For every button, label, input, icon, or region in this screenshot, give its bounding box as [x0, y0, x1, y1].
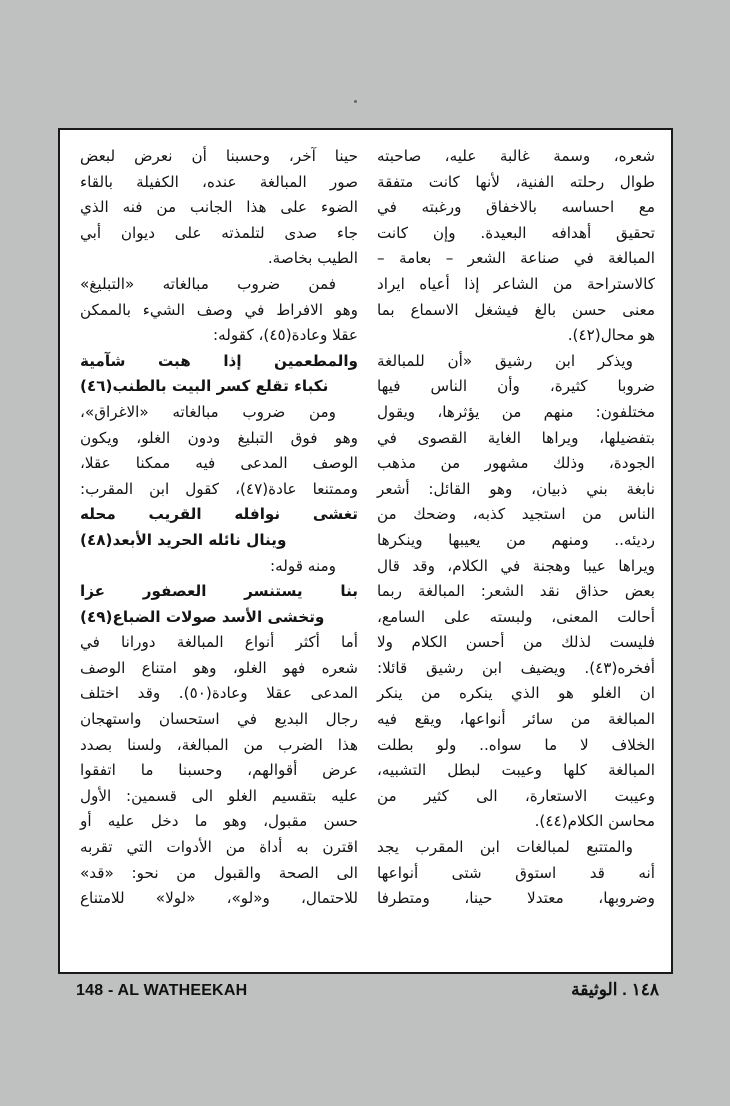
text-line: وينال نائله الحريد الأبعد(٤٨) — [80, 530, 287, 549]
left-text-column — [80, 144, 358, 912]
text-line: معنى حسن بالغ فيشغل الاسماع بما — [377, 300, 655, 319]
text-line: الضوء على هذا الجانب من فنه الذي — [80, 198, 358, 217]
text-line: مع احساسه بالاخفاق ورغبته في — [377, 198, 655, 217]
text-line: الناس من استجيد كذبه، وضحك من — [377, 505, 655, 524]
text-line: نابغة بني ذبيان، وهو القائل: أشعر — [377, 479, 655, 498]
text-line: تغشى نوافله القريب محله — [80, 505, 358, 524]
text-line: بتفضيلها، ويراها الغاية القصوى في — [377, 428, 655, 447]
text-line: شعره، وسمة غالبة عليه، صاحبته — [377, 147, 655, 165]
text-line: بعض حذاق نقد الشعر: المبالغة ربما — [377, 582, 655, 601]
text-line: ان الغلو هو الذي ينكره من ينكر — [377, 684, 655, 703]
text-line: الطيب بخاصة. — [267, 249, 358, 268]
text-line: حسن مقبول، وهو ما دخل عليه أو — [80, 812, 358, 831]
text-line: كالاستراحة من الشاعر إذا أعياه ايراد — [377, 274, 655, 293]
text-line: اقترن به أداة من الأدوات التي تقربه — [80, 838, 358, 857]
text-line: عليه بتقسيم الغلو الى قسمين: الأول — [80, 786, 358, 805]
text-line: أفخره(٤٣). ويضيف ابن رشيق قائلا: — [377, 658, 655, 677]
text-line: أنه قد استوق شتى أنواعها — [377, 863, 655, 882]
text-line: وهو فوق التبليغ ودون الغلو، ويكون — [80, 428, 358, 447]
text-line: فليست لذلك من أحسن الكلام ولا — [377, 633, 655, 652]
text-line: بنا يستنسر العصفور عزا — [80, 582, 358, 601]
text-line: ويراها عيبا وهجنة في الكلام، وقد قال — [377, 556, 655, 575]
text-line: وضروبها، معتدلا حينا، ومتطرفا — [377, 889, 655, 908]
text-line: المبالغة في صناعة الشعر – بعامة – — [377, 249, 655, 268]
page-frame — [58, 128, 673, 974]
text-line: المبالغة كلها وعيبت لبطل التشبيه، — [377, 761, 655, 780]
text-line: ويذكر ابن رشيق «أن للمبالغة — [377, 351, 633, 370]
text-line: ومنه قوله: — [269, 556, 336, 575]
footer-english-page-label: 148 - AL WATHEEKAH — [76, 982, 248, 999]
text-line: مختلفون: منهم من يؤثرها، ويقول — [377, 402, 655, 421]
text-line: جاء صدى لتلمذته على ديوان أبي — [80, 223, 358, 242]
text-line: والمطعمين إذا هبت شآمية — [80, 351, 358, 370]
text-line: طوال رحلته الفنية، لأنها كانت متفقة — [377, 172, 655, 191]
text-line: الوصف المدعى فيه ممكنا عقلا، — [80, 454, 358, 473]
text-line: وتخشى الأسد صولات الضباع(٤٩) — [80, 607, 325, 626]
text-line: عرض أقوالهم، وحسبنا ما اتفقوا — [80, 761, 358, 780]
text-line: تحقيق أهدافه البعيدة. وإن كانت — [377, 223, 655, 242]
text-line: رديئه.. ومنهم من يعيبها وينكرها — [377, 530, 655, 549]
text-line: هو محال(٤٢). — [567, 326, 655, 345]
text-line: رجال البديع في استحسان واستهجان — [80, 710, 358, 729]
text-line: ومن ضروب مبالغاته «الاغراق»، — [80, 402, 336, 421]
text-line: فمن ضروب مبالغاته «التبليغ» — [80, 274, 336, 293]
text-line: الخلاف لا ما سواه.. ولو بطلت — [377, 735, 655, 754]
text-line: أما أكثر أنواع المبالغة دورانا في — [80, 633, 358, 652]
text-line: عقلا وعادة(٤٥)، كقوله: — [213, 326, 358, 345]
text-line: المبالغة من سائر أنواعها، ويقع فيه — [377, 710, 655, 729]
text-line: الى الصحة والقبول من نحو: «قد» — [80, 863, 358, 882]
text-line: نكباء تقلع كسر البيت بالطنب(٤٦) — [80, 377, 329, 396]
text-line: الجودة، وذلك مشهور من مذهب — [377, 454, 655, 473]
text-line: المدعى عقلا وعادة(٥٠). وقد اختلف — [80, 684, 359, 703]
text-line: وعيبت الاستعارة، الى كثير من — [377, 786, 655, 805]
right-text-column — [377, 144, 655, 912]
text-line: ضروبا كثيرة، وأن الناس فيها — [377, 377, 655, 396]
text-line: أحالت المعنى، ولبسته على السامع، — [377, 607, 655, 626]
text-line: شعره فهو الغلو، وهو امتناع الوصف — [80, 658, 358, 677]
text-line: وممتنعا عادة(٤٧)، كقول ابن المقرب: — [80, 479, 358, 498]
speck — [354, 100, 357, 103]
text-line: هذا الضرب من المبالغة، ولسنا بصدد — [80, 735, 358, 754]
page-footer — [58, 982, 673, 1006]
footer-arabic-page-label: ١٤٨ . الوثيقة — [571, 980, 659, 999]
text-line: صور المبالغة عنده، الكفيلة بالقاء — [80, 172, 358, 191]
text-line: والمتتبع لمبالغات ابن المقرب يجد — [377, 838, 633, 857]
text-line: وهو الافراط في وصف الشيء بالممكن — [80, 300, 358, 319]
text-line: حينا آخر، وحسبنا أن نعرض لبعض — [80, 147, 358, 165]
text-line: محاسن الكلام(٤٤). — [534, 812, 655, 831]
text-line: للاحتمال، و«لو»، «لولا» للامتناع — [80, 889, 358, 908]
